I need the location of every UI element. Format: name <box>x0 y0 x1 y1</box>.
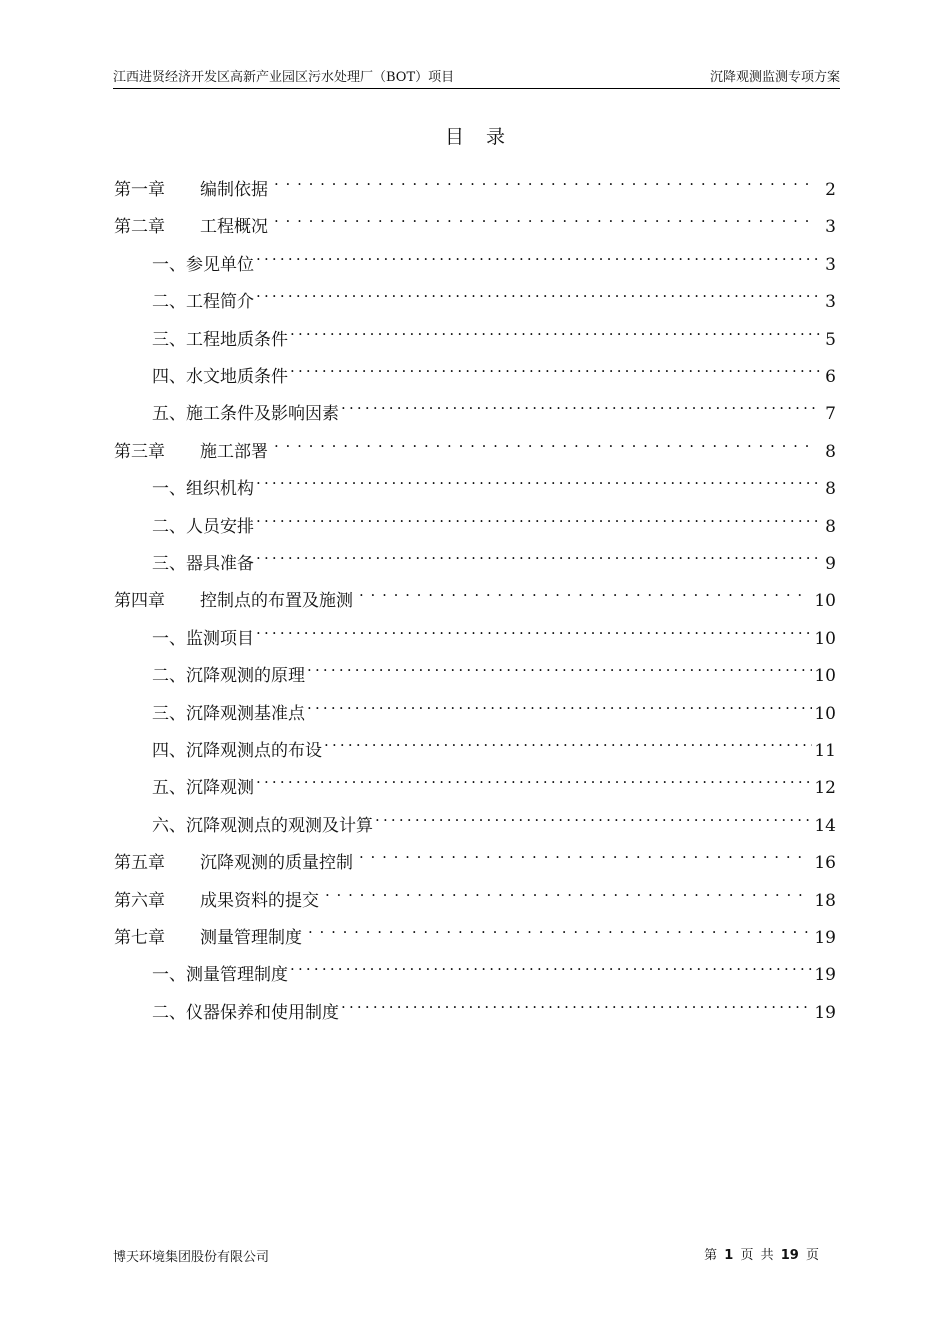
dot-leader <box>256 464 820 494</box>
toc-entry[interactable] <box>152 277 836 313</box>
toc-page-number: 5 <box>825 329 836 350</box>
dot-leader <box>359 838 808 868</box>
toc-entry-title: 施工部署 <box>200 441 268 462</box>
dot-leader <box>290 950 812 980</box>
toc-entry-title: 三、工程地质条件 <box>152 329 288 350</box>
toc-entry-title: 二、工程简介 <box>152 292 254 313</box>
toc-title: 目录 <box>444 126 527 148</box>
dot-leader <box>308 913 808 943</box>
toc-entry-title: 测量管理制度 <box>200 928 302 948</box>
toc-page-number: 16 <box>814 853 836 874</box>
toc-page-number: 10 <box>814 703 836 724</box>
toc-entry[interactable] <box>152 352 836 387</box>
toc-entry-title: 四、水文地质条件 <box>152 367 288 387</box>
page-suffix: 页 <box>805 1248 819 1263</box>
toc-entry[interactable] <box>114 876 836 911</box>
chapter-number: 第六章 <box>114 890 165 911</box>
page-middle: 页 共 <box>740 1248 774 1263</box>
chapter-number: 第三章 <box>114 441 165 462</box>
toc-entry-title: 三、沉降观测基准点 <box>152 703 305 724</box>
chapter-number: 第七章 <box>114 928 165 948</box>
project-name: 江西进贤经济开发区高新产业园区污水处理厂（BOT）项目 <box>113 70 455 85</box>
toc-entry[interactable] <box>152 950 836 986</box>
toc-entry[interactable] <box>114 838 836 874</box>
toc-entry[interactable] <box>152 801 836 836</box>
toc-entry[interactable] <box>152 315 836 350</box>
dot-leader <box>341 988 812 1018</box>
dot-leader <box>341 389 820 419</box>
toc-page-number: 8 <box>825 441 836 462</box>
toc-entry[interactable] <box>152 464 836 500</box>
toc-entry-title: 一、测量管理制度 <box>152 965 288 986</box>
toc-entry-title: 六、沉降观测点的观测及计算 <box>152 815 373 836</box>
dot-leader <box>324 726 812 756</box>
page-header <box>113 70 840 89</box>
dot-leader <box>274 202 816 232</box>
current-page: 1 <box>724 1248 734 1263</box>
toc-page-number: 19 <box>814 965 836 986</box>
toc-entry[interactable] <box>152 539 836 574</box>
dot-leader <box>325 876 808 906</box>
dot-leader <box>256 763 812 793</box>
toc-entry-title: 工程概况 <box>200 217 268 238</box>
toc-page-number: 6 <box>825 367 836 387</box>
toc-entry-title: 一、监测项目 <box>152 628 254 649</box>
toc-page-number: 19 <box>814 928 836 948</box>
toc-entry-title: 成果资料的提交 <box>200 890 319 911</box>
toc-entry[interactable] <box>152 240 836 275</box>
toc-entry-title: 四、沉降观测点的布设 <box>152 741 322 761</box>
toc-entry-title: 五、沉降观测 <box>152 778 254 799</box>
dot-leader <box>290 315 820 345</box>
toc-page-number: 3 <box>825 292 836 313</box>
toc-entry[interactable] <box>114 427 836 462</box>
dot-leader <box>359 576 808 606</box>
toc-page-number: 9 <box>825 554 836 574</box>
toc-entry[interactable] <box>152 988 836 1023</box>
toc-page-number: 2 <box>825 180 836 200</box>
dot-leader <box>256 539 820 569</box>
toc-page-number: 11 <box>814 741 836 761</box>
toc-entry[interactable] <box>152 389 836 425</box>
toc-page-number: 19 <box>814 1002 836 1023</box>
toc-entry[interactable] <box>152 726 836 761</box>
page-prefix: 第 <box>704 1248 718 1263</box>
dot-leader <box>256 240 820 270</box>
document-name: 沉降观测监测专项方案 <box>709 70 840 85</box>
dot-leader <box>256 502 820 532</box>
chapter-number: 第四章 <box>114 591 165 612</box>
toc-page-number: 18 <box>814 890 836 911</box>
toc-entry-title: 二、沉降观测的原理 <box>152 666 305 687</box>
toc-page-number: 8 <box>825 479 836 500</box>
toc-entry[interactable] <box>152 763 836 799</box>
toc-page-number: 8 <box>825 516 836 537</box>
toc-entry[interactable] <box>152 651 836 687</box>
chapter-number: 第五章 <box>114 853 165 874</box>
dot-leader <box>274 427 816 457</box>
toc-page-number: 3 <box>825 217 836 238</box>
toc-entry[interactable] <box>114 202 836 238</box>
toc-page-number: 10 <box>814 628 836 649</box>
toc-entry-title: 编制依据 <box>200 180 268 200</box>
total-pages: 19 <box>780 1248 799 1263</box>
dot-leader <box>290 352 820 382</box>
toc-page-number: 7 <box>825 404 836 425</box>
toc-page-number: 10 <box>814 591 836 612</box>
toc-entry-title: 二、人员安排 <box>152 516 254 537</box>
toc-page-number: 12 <box>814 778 836 799</box>
toc-entry-title: 五、施工条件及影响因素 <box>152 404 339 425</box>
dot-leader <box>256 614 812 644</box>
toc-page-number: 14 <box>814 815 836 836</box>
chapter-number: 第一章 <box>114 180 165 200</box>
toc-page-number: 3 <box>825 254 836 275</box>
page-number <box>704 1246 819 1266</box>
dot-leader <box>256 277 820 307</box>
toc-entry[interactable] <box>114 913 836 948</box>
toc-entry-title: 二、仪器保养和使用制度 <box>152 1002 339 1023</box>
toc-entry-title: 控制点的布置及施测 <box>200 591 353 612</box>
chapter-number: 第二章 <box>114 217 165 238</box>
toc-entry[interactable] <box>152 502 836 537</box>
toc-page-number: 10 <box>814 666 836 687</box>
toc-entry[interactable] <box>152 689 836 724</box>
toc-entry-title: 沉降观测的质量控制 <box>200 853 353 874</box>
toc-entry-title: 一、参见单位 <box>152 254 254 275</box>
dot-leader <box>307 689 812 719</box>
dot-leader <box>375 801 812 831</box>
dot-leader <box>274 165 816 195</box>
toc-entry[interactable] <box>152 614 836 649</box>
toc-entry[interactable] <box>114 576 836 612</box>
company-name: 博天环境集团股份有限公司 <box>113 1250 270 1265</box>
dot-leader <box>307 651 812 681</box>
toc-entry-title: 三、器具准备 <box>152 554 254 574</box>
toc-entry-title: 一、组织机构 <box>152 479 254 500</box>
toc-entry[interactable] <box>114 165 836 200</box>
